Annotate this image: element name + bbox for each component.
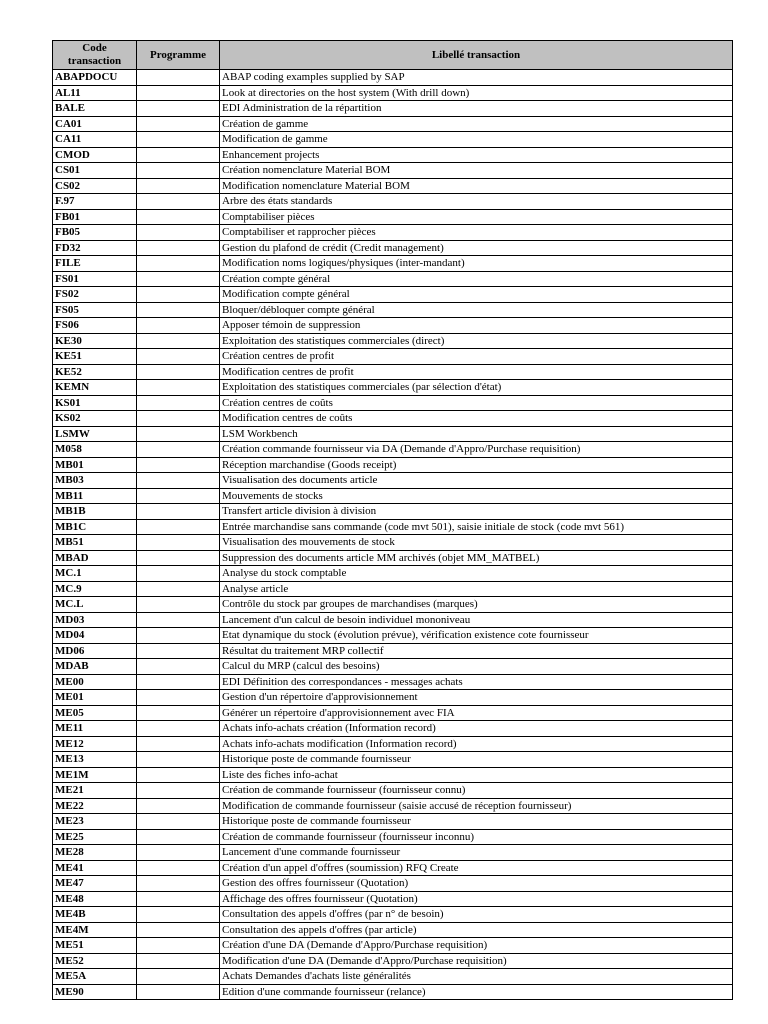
programme-cell <box>137 209 220 225</box>
transaction-code-cell: CA11 <box>53 132 137 148</box>
programme-cell <box>137 488 220 504</box>
programme-cell <box>137 783 220 799</box>
table-row <box>53 240 733 256</box>
transaction-label-cell: Création commande fournisseur via DA (Demande d'Appro/Purchase requisition) <box>220 442 733 458</box>
transaction-label-cell: Analyse article <box>220 581 733 597</box>
transaction-label-cell: Modification de commande fournisseur (saisie accusé de réception fournisseur) <box>220 798 733 814</box>
transaction-label-cell: EDI Administration de la répartition <box>220 101 733 117</box>
transaction-label-cell: Modification d'une DA (Demande d'Appro/Purchase requisition) <box>220 953 733 969</box>
programme-cell <box>137 116 220 132</box>
programme-cell <box>137 411 220 427</box>
table-row <box>53 783 733 799</box>
transaction-code-cell: CS01 <box>53 163 137 179</box>
table-row <box>53 674 733 690</box>
transaction-label-cell: Consultation des appels d'offres (par n° de besoin) <box>220 907 733 923</box>
table-row <box>53 287 733 303</box>
table-header <box>53 41 733 70</box>
programme-cell <box>137 364 220 380</box>
transaction-code-cell: FS06 <box>53 318 137 334</box>
table-row <box>53 163 733 179</box>
table-row <box>53 256 733 272</box>
table-row <box>53 519 733 535</box>
transaction-code-cell: KE52 <box>53 364 137 380</box>
programme-cell <box>137 333 220 349</box>
programme-cell <box>137 178 220 194</box>
table-row <box>53 845 733 861</box>
table-row <box>53 938 733 954</box>
programme-cell <box>137 767 220 783</box>
transaction-code-cell: FS02 <box>53 287 137 303</box>
transaction-code-cell: FD32 <box>53 240 137 256</box>
transaction-code-cell: ME21 <box>53 783 137 799</box>
programme-cell <box>137 504 220 520</box>
table-row <box>53 612 733 628</box>
transaction-label-cell: Création d'une DA (Demande d'Appro/Purchase requisition) <box>220 938 733 954</box>
transaction-code-cell: ME25 <box>53 829 137 845</box>
programme-cell <box>137 597 220 613</box>
transaction-code-cell: ME1M <box>53 767 137 783</box>
transaction-code-cell: MB01 <box>53 457 137 473</box>
transaction-code-cell: MC.1 <box>53 566 137 582</box>
header-code-transaction: Code transaction <box>53 41 137 70</box>
transaction-code-cell: FB05 <box>53 225 137 241</box>
transaction-label-cell: Comptabiliser pièces <box>220 209 733 225</box>
transaction-code-cell: KEMN <box>53 380 137 396</box>
table-row <box>53 132 733 148</box>
transaction-code-cell: ME51 <box>53 938 137 954</box>
programme-cell <box>137 101 220 117</box>
programme-cell <box>137 535 220 551</box>
table-row <box>53 705 733 721</box>
table-row <box>53 442 733 458</box>
table-row <box>53 395 733 411</box>
programme-cell <box>137 550 220 566</box>
programme-cell <box>137 287 220 303</box>
programme-cell <box>137 953 220 969</box>
programme-cell <box>137 984 220 1000</box>
table-row <box>53 860 733 876</box>
transaction-label-cell: Modification compte général <box>220 287 733 303</box>
transaction-label-cell: Création d'un appel d'offres (soumission) RFQ Create <box>220 860 733 876</box>
transaction-code-cell: KS02 <box>53 411 137 427</box>
transaction-label-cell: Look at directories on the host system (With drill down) <box>220 85 733 101</box>
transaction-label-cell: Achats info-achats modification (Information record) <box>220 736 733 752</box>
table-row <box>53 194 733 210</box>
transaction-label-cell: Entrée marchandise sans commande (code mvt 501), saisie initiale de stock (code mvt 561) <box>220 519 733 535</box>
transaction-label-cell: Mouvements de stocks <box>220 488 733 504</box>
programme-cell <box>137 426 220 442</box>
table-row <box>53 814 733 830</box>
table-row <box>53 891 733 907</box>
transaction-label-cell: Calcul du MRP (calcul des besoins) <box>220 659 733 675</box>
transaction-code-cell: FILE <box>53 256 137 272</box>
table-row <box>53 829 733 845</box>
programme-cell <box>137 922 220 938</box>
programme-cell <box>137 302 220 318</box>
transaction-code-cell: KS01 <box>53 395 137 411</box>
transaction-code-cell: MDAB <box>53 659 137 675</box>
table-row <box>53 380 733 396</box>
transaction-label-cell: Visualisation des mouvements de stock <box>220 535 733 551</box>
transaction-code-cell: ME22 <box>53 798 137 814</box>
transaction-table <box>52 40 733 1000</box>
programme-cell <box>137 163 220 179</box>
table-row <box>53 488 733 504</box>
transaction-label-cell: Modification centres de coûts <box>220 411 733 427</box>
transaction-label-cell: Création nomenclature Material BOM <box>220 163 733 179</box>
table-row <box>53 302 733 318</box>
transaction-code-cell: CMOD <box>53 147 137 163</box>
header-row <box>53 41 733 70</box>
transaction-label-cell: Etat dynamique du stock (évolution prévue), vérification existence cote fournisseur <box>220 628 733 644</box>
transaction-code-cell: ME01 <box>53 690 137 706</box>
programme-cell <box>137 225 220 241</box>
transaction-label-cell: Enhancement projects <box>220 147 733 163</box>
transaction-label-cell: Réception marchandise (Goods receipt) <box>220 457 733 473</box>
transaction-code-cell: FS01 <box>53 271 137 287</box>
transaction-code-cell: MBAD <box>53 550 137 566</box>
table-row <box>53 209 733 225</box>
transaction-code-cell: ME4M <box>53 922 137 938</box>
table-row <box>53 984 733 1000</box>
transaction-code-cell: BALE <box>53 101 137 117</box>
table-row <box>53 922 733 938</box>
transaction-label-cell: Consultation des appels d'offres (par article) <box>220 922 733 938</box>
transaction-code-cell: ME4B <box>53 907 137 923</box>
transaction-code-cell: ME05 <box>53 705 137 721</box>
transaction-code-cell: MB1B <box>53 504 137 520</box>
transaction-label-cell: Gestion d'un répertoire d'approvisionnement <box>220 690 733 706</box>
transaction-code-cell: ME48 <box>53 891 137 907</box>
programme-cell <box>137 752 220 768</box>
programme-cell <box>137 674 220 690</box>
programme-cell <box>137 256 220 272</box>
table-row <box>53 736 733 752</box>
transaction-label-cell: Modification noms logiques/physiques (inter-mandant) <box>220 256 733 272</box>
transaction-label-cell: Edition d'une commande fournisseur (relance) <box>220 984 733 1000</box>
programme-cell <box>137 380 220 396</box>
transaction-code-cell: KE51 <box>53 349 137 365</box>
transaction-label-cell: Gestion du plafond de crédit (Credit management) <box>220 240 733 256</box>
transaction-label-cell: Lancement d'un calcul de besoin individuel mononiveau <box>220 612 733 628</box>
transaction-code-cell: ME90 <box>53 984 137 1000</box>
table-row <box>53 178 733 194</box>
programme-cell <box>137 85 220 101</box>
table-row <box>53 876 733 892</box>
programme-cell <box>137 705 220 721</box>
transaction-code-cell: ME11 <box>53 721 137 737</box>
transaction-code-cell: ME28 <box>53 845 137 861</box>
transaction-label-cell: Lancement d'une commande fournisseur <box>220 845 733 861</box>
table-row <box>53 147 733 163</box>
table-row <box>53 225 733 241</box>
transaction-code-cell: CS02 <box>53 178 137 194</box>
transaction-label-cell: Transfert article division à division <box>220 504 733 520</box>
programme-cell <box>137 132 220 148</box>
transaction-label-cell: Résultat du traitement MRP collectif <box>220 643 733 659</box>
table-row <box>53 318 733 334</box>
transaction-code-cell: ME5A <box>53 969 137 985</box>
transaction-label-cell: Visualisation des documents article <box>220 473 733 489</box>
programme-cell <box>137 814 220 830</box>
table-row <box>53 85 733 101</box>
transaction-label-cell: Suppression des documents article MM archivés (objet MM_MATBEL) <box>220 550 733 566</box>
table-row <box>53 643 733 659</box>
table-row <box>53 969 733 985</box>
transaction-label-cell: Achats info-achats création (Information record) <box>220 721 733 737</box>
transaction-code-cell: AL11 <box>53 85 137 101</box>
table-row <box>53 566 733 582</box>
table-row <box>53 271 733 287</box>
transaction-code-cell: ME00 <box>53 674 137 690</box>
table-row <box>53 504 733 520</box>
table-row <box>53 364 733 380</box>
transaction-label-cell: Contrôle du stock par groupes de marchandises (marques) <box>220 597 733 613</box>
header-programme: Programme <box>137 41 220 70</box>
transaction-code-cell: MD04 <box>53 628 137 644</box>
table-row <box>53 767 733 783</box>
transaction-label-cell: Création de commande fournisseur (fournisseur connu) <box>220 783 733 799</box>
transaction-label-cell: Achats Demandes d'achats liste généralités <box>220 969 733 985</box>
programme-cell <box>137 349 220 365</box>
programme-cell <box>137 736 220 752</box>
transaction-code-cell: ME52 <box>53 953 137 969</box>
programme-cell <box>137 566 220 582</box>
transaction-code-cell: KE30 <box>53 333 137 349</box>
transaction-code-cell: ME23 <box>53 814 137 830</box>
programme-cell <box>137 829 220 845</box>
transaction-label-cell: Création de gamme <box>220 116 733 132</box>
programme-cell <box>137 271 220 287</box>
transaction-code-cell: ME41 <box>53 860 137 876</box>
transaction-code-cell: MD06 <box>53 643 137 659</box>
transaction-code-cell: MB11 <box>53 488 137 504</box>
header-libelle-transaction: Libellé transaction <box>220 41 733 70</box>
programme-cell <box>137 147 220 163</box>
transaction-label-cell: Comptabiliser et rapprocher pièces <box>220 225 733 241</box>
transaction-label-cell: Arbre des états standards <box>220 194 733 210</box>
table-row <box>53 550 733 566</box>
table-row <box>53 953 733 969</box>
transaction-code-cell: F.97 <box>53 194 137 210</box>
programme-cell <box>137 643 220 659</box>
programme-cell <box>137 70 220 86</box>
transaction-code-cell: ME47 <box>53 876 137 892</box>
programme-cell <box>137 581 220 597</box>
table-row <box>53 101 733 117</box>
transaction-label-cell: Modification nomenclature Material BOM <box>220 178 733 194</box>
transaction-label-cell: Exploitation des statistiques commerciales (direct) <box>220 333 733 349</box>
table-row <box>53 411 733 427</box>
table-row <box>53 752 733 768</box>
transaction-code-cell: MC.L <box>53 597 137 613</box>
programme-cell <box>137 395 220 411</box>
transaction-code-cell: LSMW <box>53 426 137 442</box>
programme-cell <box>137 860 220 876</box>
transaction-code-cell: ME12 <box>53 736 137 752</box>
programme-cell <box>137 240 220 256</box>
programme-cell <box>137 628 220 644</box>
transaction-label-cell: Création centres de coûts <box>220 395 733 411</box>
transaction-label-cell: Générer un répertoire d'approvisionnement avec FIA <box>220 705 733 721</box>
table-body <box>53 70 733 1000</box>
transaction-code-cell: ABAPDOCU <box>53 70 137 86</box>
table-row <box>53 349 733 365</box>
programme-cell <box>137 907 220 923</box>
transaction-code-cell: M058 <box>53 442 137 458</box>
transaction-code-cell: ME13 <box>53 752 137 768</box>
table-row <box>53 798 733 814</box>
programme-cell <box>137 721 220 737</box>
transaction-label-cell: Création de commande fournisseur (fournisseur inconnu) <box>220 829 733 845</box>
programme-cell <box>137 473 220 489</box>
transaction-label-cell: Historique poste de commande fournisseur <box>220 814 733 830</box>
transaction-label-cell: EDI Définition des correspondances - messages achats <box>220 674 733 690</box>
table-row <box>53 70 733 86</box>
table-row <box>53 907 733 923</box>
transaction-code-cell: FS05 <box>53 302 137 318</box>
programme-cell <box>137 798 220 814</box>
transaction-label-cell: Liste des fiches info-achat <box>220 767 733 783</box>
programme-cell <box>137 457 220 473</box>
programme-cell <box>137 318 220 334</box>
transaction-label-cell: LSM Workbench <box>220 426 733 442</box>
transaction-label-cell: Apposer témoin de suppression <box>220 318 733 334</box>
transaction-code-cell: MB51 <box>53 535 137 551</box>
table-row <box>53 690 733 706</box>
programme-cell <box>137 519 220 535</box>
transaction-label-cell: Affichage des offres fournisseur (Quotation) <box>220 891 733 907</box>
transaction-label-cell: Modification de gamme <box>220 132 733 148</box>
table-row <box>53 535 733 551</box>
transaction-label-cell: Exploitation des statistiques commerciales (par sélection d'état) <box>220 380 733 396</box>
table-row <box>53 457 733 473</box>
programme-cell <box>137 891 220 907</box>
transaction-label-cell: Modification centres de profit <box>220 364 733 380</box>
programme-cell <box>137 845 220 861</box>
transaction-label-cell: Historique poste de commande fournisseur <box>220 752 733 768</box>
transaction-code-cell: MB03 <box>53 473 137 489</box>
transaction-label-cell: Analyse du stock comptable <box>220 566 733 582</box>
table-row <box>53 659 733 675</box>
transaction-code-cell: MB1C <box>53 519 137 535</box>
transaction-label-cell: Création centres de profit <box>220 349 733 365</box>
programme-cell <box>137 938 220 954</box>
table-row <box>53 473 733 489</box>
table-row <box>53 116 733 132</box>
transaction-label-cell: Gestion des offres fournisseur (Quotation) <box>220 876 733 892</box>
programme-cell <box>137 442 220 458</box>
table-row <box>53 581 733 597</box>
transaction-code-cell: CA01 <box>53 116 137 132</box>
programme-cell <box>137 194 220 210</box>
table-row <box>53 597 733 613</box>
transaction-label-cell: ABAP coding examples supplied by SAP <box>220 70 733 86</box>
table-row <box>53 333 733 349</box>
transaction-label-cell: Création compte général <box>220 271 733 287</box>
programme-cell <box>137 690 220 706</box>
transaction-label-cell: Bloquer/débloquer compte général <box>220 302 733 318</box>
transaction-code-cell: MC.9 <box>53 581 137 597</box>
table-row <box>53 721 733 737</box>
programme-cell <box>137 969 220 985</box>
programme-cell <box>137 659 220 675</box>
programme-cell <box>137 876 220 892</box>
table-row <box>53 628 733 644</box>
transaction-code-cell: MD03 <box>53 612 137 628</box>
programme-cell <box>137 612 220 628</box>
transaction-code-cell: FB01 <box>53 209 137 225</box>
table-row <box>53 426 733 442</box>
